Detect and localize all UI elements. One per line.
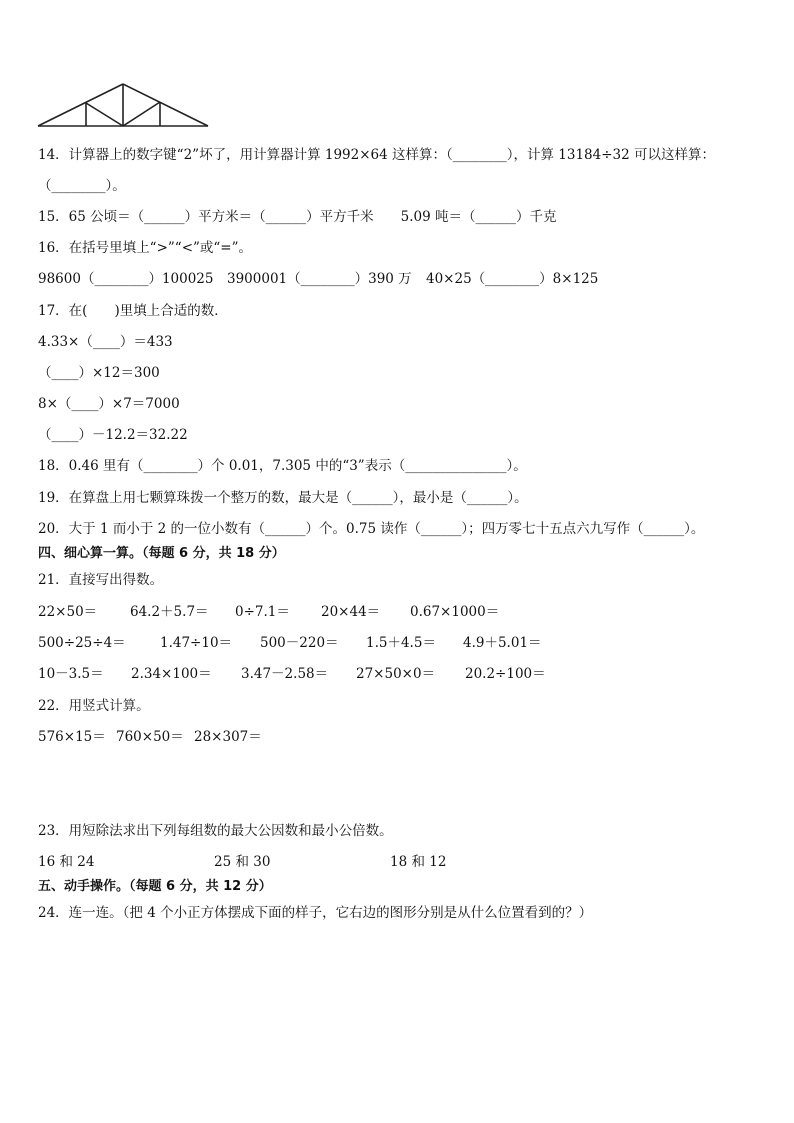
question-15: 15．65 公顷＝（______）平方米＝（______）平方千米 5.09 吨＝（______）千克 — [38, 209, 557, 225]
question-21-row — [38, 634, 758, 652]
section-5-title: 五、动手操作。（每题 6 分，共 12 分） — [38, 879, 272, 894]
question-17-title: 17．在( )里填上合适的数． — [38, 303, 228, 319]
question-23-title: 23．用短除法求出下列每组数的最大公因数和最小公倍数。 — [38, 823, 393, 839]
question-22-title: 22．用竖式计算。 — [38, 698, 150, 714]
question-17-item: 8×（____）×7＝7000 — [38, 396, 180, 412]
question-14-line-1: 14．计算器上的数字键“2”坏了，用计算器计算 1992×64 这样算：（________），计算 13184÷32 可以这样算： — [38, 147, 716, 163]
question-21-title: 21．直接写出得数。 — [38, 572, 164, 588]
calc-item: 10－3.5＝ — [38, 666, 104, 682]
question-17-item: 4.33×（____）＝433 — [38, 334, 173, 350]
question-21-row — [38, 603, 758, 621]
calc-item: 20.2÷100＝ — [465, 666, 546, 682]
truss-figure — [0, 0, 794, 140]
question-16-items — [38, 270, 758, 288]
question-16-item: 40×25（________）8×125 — [426, 271, 599, 287]
number-pair: 16 和 24 — [38, 854, 95, 870]
question-20: 20．大于 1 而小于 2 的一位小数有（______）个。0.75 读作（______）；四万零七十五点六九写作（______）。 — [38, 521, 705, 537]
question-14-line-2: （________）。 — [38, 178, 126, 194]
calc-item: 500－220＝ — [260, 635, 339, 651]
calc-item: 1.47÷10＝ — [160, 635, 233, 651]
question-21-row — [38, 665, 758, 683]
calc-item: 4.9＋5.01＝ — [463, 635, 542, 651]
question-24: 24．连一连。（把 4 个小正方体摆成下面的样子，它右边的图形分别是从什么位置看到的？） — [38, 905, 593, 921]
calc-item: 1.5＋4.5＝ — [366, 635, 436, 651]
vertical-calc-item: 28×307＝ — [194, 729, 262, 745]
question-22-items — [38, 728, 758, 746]
question-17-item: （____）－12.2＝32.22 — [38, 427, 188, 443]
number-pair: 18 和 12 — [390, 854, 447, 870]
question-23-items — [38, 853, 758, 871]
question-17-item: （____）×12＝300 — [38, 365, 160, 381]
question-19: 19．在算盘上用七颗算珠拨一个整万的数，最大是（______），最小是（______）。 — [38, 490, 528, 506]
calc-item: 64.2＋5.7＝ — [130, 604, 209, 620]
calc-item: 27×50×0＝ — [356, 666, 436, 682]
question-16-title: 16．在括号里填上“>”“<”或“=”。 — [38, 240, 253, 256]
question-16-item: 98600（________）100025 — [38, 271, 214, 287]
calc-item: 500÷25÷4＝ — [38, 635, 126, 651]
vertical-calc-item: 760×50＝ — [116, 729, 184, 745]
vertical-calc-item: 576×15＝ — [38, 729, 106, 745]
calc-item: 20×44＝ — [321, 604, 381, 620]
calc-item: 2.34×100＝ — [131, 666, 212, 682]
question-18: 18．0.46 里有（________）个 0.01，7.305 中的“3”表示（_______________）。 — [38, 458, 527, 474]
calc-item: 0.67×1000＝ — [410, 604, 500, 620]
calc-item: 0÷7.1＝ — [235, 604, 290, 620]
section-4-title: 四、细心算一算。（每题 6 分，共 18 分） — [38, 546, 285, 561]
calc-item: 22×50＝ — [38, 604, 98, 620]
number-pair: 25 和 30 — [214, 854, 271, 870]
question-16-item: 3900001（________）390 万 — [227, 271, 412, 287]
calc-item: 3.47－2.58＝ — [241, 666, 329, 682]
